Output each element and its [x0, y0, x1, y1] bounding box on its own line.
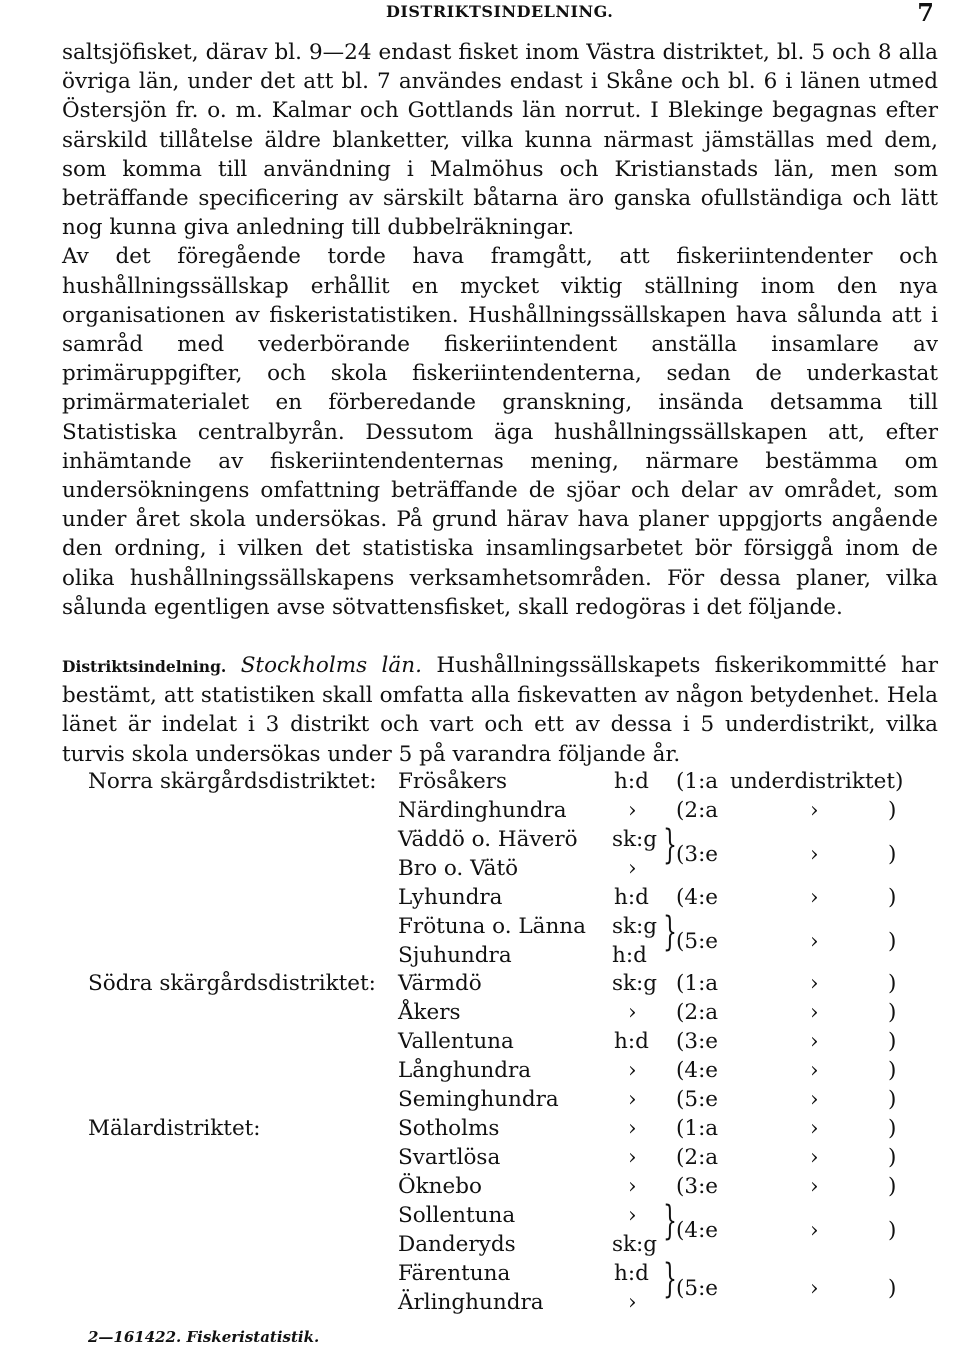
row-sub: (2:a: [676, 1145, 719, 1170]
row-type: ›: [628, 856, 637, 881]
row-type: sk:g: [612, 914, 658, 939]
page-number: 7: [917, 0, 934, 27]
row-close: ): [888, 1000, 897, 1025]
footer-signature: 2—161422. Fiskeristatistik.: [88, 1328, 320, 1346]
row-type: ›: [628, 1116, 637, 1141]
row-sub: (3:e: [676, 842, 719, 867]
district-label-norra: Norra skärgårdsdistriktet:: [88, 769, 377, 794]
row-name: Danderyds: [398, 1232, 516, 1257]
row-name: Frösåkers: [398, 769, 508, 794]
row-type: h:d: [614, 885, 649, 910]
row-close: ): [888, 842, 897, 867]
paragraph-1: saltsjöfisket, därav bl. 9—24 endast fisket inom Västra distriktet, bl. 5 och 8 alla övriga län, under det att bl. 7 användes endast i Skåne och bl. 6 i länen utmed Östersjön fr. o. m. Kalmar och Gottlands län norrut. I Blekinge begagnas efter särskild tillåtelse äldre blanketter, vilka kunna närmast jämställas med dem, som komma till användning i Malmöhus och Kristianstads län, men som beträffande specificering av särskilt båtarna äro ganska ofullständiga och lätt nog kunna giva anledning till dubbelräkningar.: [62, 40, 938, 241]
row-name: Bro o. Vätö: [398, 856, 519, 881]
row-sub: (5:e: [676, 1276, 719, 1301]
brace-icon: }: [663, 1256, 677, 1302]
brace-icon: }: [663, 822, 677, 868]
brace-icon: }: [663, 1198, 677, 1244]
row-close: ): [888, 798, 897, 823]
row-sub: (2:a: [676, 1000, 719, 1025]
row-close: ): [888, 1058, 897, 1083]
row-label: ›: [810, 885, 819, 910]
row-type: ›: [628, 1087, 637, 1112]
row-label: ›: [810, 1029, 819, 1054]
row-sub: (1:a: [676, 971, 719, 996]
row-name: Svartlösa: [398, 1145, 501, 1170]
row-close: ): [888, 971, 897, 996]
district-label-sodra: Södra skärgårdsdistriktet:: [88, 971, 376, 996]
brace-icon: }: [663, 909, 677, 955]
row-label: ›: [810, 1174, 819, 1199]
row-sub: (2:a: [676, 798, 719, 823]
row-label: underdistriktet): [730, 769, 904, 794]
row-type: h:d: [614, 1261, 649, 1286]
section-place: Stockholms län.: [240, 653, 422, 678]
row-type: ›: [628, 798, 637, 823]
row-close: ): [888, 1218, 897, 1243]
row-type: ›: [628, 1203, 637, 1228]
row-close: ): [888, 1087, 897, 1112]
row-close: ): [888, 1029, 897, 1054]
row-name: Ärlinghundra: [398, 1290, 544, 1315]
section-lead: Distriktsindelning.: [62, 657, 227, 676]
row-name: Sollentuna: [398, 1203, 516, 1228]
row-type: ›: [628, 1000, 637, 1025]
row-label: ›: [810, 971, 819, 996]
row-type: h:d: [612, 943, 647, 968]
row-name: Åkers: [398, 1000, 461, 1025]
district-label-malar: Mälardistriktet:: [88, 1116, 261, 1141]
row-close: ): [888, 1145, 897, 1170]
row-type: sk:g: [612, 1232, 658, 1257]
row-name: Färentuna: [398, 1261, 511, 1286]
paragraph-2: Av det föregående torde hava framgått, att fiskeriintendenter och hushållningssällskap erhållit en mycket viktig ställning inom den nya organisationen av fiskeristatistiken. Hushållningssällskapen hava sålunda att i samråd med vederbörande fiskeriintendent anställa insamlare av primäruppgifter, och skola fiskeriintendenterna, sedan de underkastat primärmaterialet en förberedande granskning, insända detsamma till Statistiska centralbyrån. Dessutom äga hushållningssällskapen att, efter inhämtande av fiskeriintendenternas mening, närmare bestämma om undersökningens omfattning beträffande de sjöar och delar av området, som under året skola undersökas. På grund härav hava planer uppgjorts angående den ordning, i vilken det statistiska insamlingsarbetet bör försiggå inom de olika hushållningssällskapens verksamhetsområden. För dessa planer, vilka sålunda egentligen avse sötvattensfisket, skall redogöras i det följande.: [62, 244, 938, 620]
row-label: ›: [810, 798, 819, 823]
row-sub: (3:e: [676, 1174, 719, 1199]
row-sub: (5:e: [676, 929, 719, 954]
row-close: ): [888, 1276, 897, 1301]
row-label: ›: [810, 1276, 819, 1301]
row-type: ›: [628, 1145, 637, 1170]
row-label: ›: [810, 1058, 819, 1083]
row-label: ›: [810, 1000, 819, 1025]
row-sub: (5:e: [676, 1087, 719, 1112]
row-type: ›: [628, 1058, 637, 1083]
row-sub: (4:e: [676, 885, 719, 910]
row-sub: (4:e: [676, 1058, 719, 1083]
row-name: Lyhundra: [398, 885, 503, 910]
row-label: ›: [810, 929, 819, 954]
row-name: Öknebo: [398, 1174, 482, 1199]
row-close: ): [888, 1116, 897, 1141]
row-type: h:d: [614, 1029, 649, 1054]
row-name: Sjuhundra: [398, 943, 512, 968]
row-close: ): [888, 885, 897, 910]
row-type: sk:g: [612, 971, 658, 996]
row-close: ): [888, 929, 897, 954]
row-type: h:d: [614, 769, 649, 794]
row-label: ›: [810, 842, 819, 867]
row-name: Värmdö: [398, 971, 482, 996]
row-name: Väddö o. Häverö: [398, 827, 578, 852]
section-text: Hushållningssällskapets fiskerikommitté har bestämt, att statistiken skall omfatta alla fiskevatten av någon betydenhet. Hela länet är indelat i 3 distrikt och vart och ett av dessa i 5 underdistrikt, vilka turvis skola undersökas under 5 på varandra följande år.: [62, 653, 938, 767]
row-type: ›: [628, 1290, 637, 1315]
row-sub: (1:a: [676, 1116, 719, 1141]
row-sub: (3:e: [676, 1029, 719, 1054]
row-name: Sotholms: [398, 1116, 500, 1141]
row-label: ›: [810, 1116, 819, 1141]
row-name: Frötuna o. Länna: [398, 914, 586, 939]
row-type: ›: [628, 1174, 637, 1199]
row-label: ›: [810, 1218, 819, 1243]
row-name: Seminghundra: [398, 1087, 559, 1112]
row-label: ›: [810, 1087, 819, 1112]
row-name: Långhundra: [398, 1058, 532, 1083]
row-label: ›: [810, 1145, 819, 1170]
row-close: ): [888, 1174, 897, 1199]
row-name: Vallentuna: [398, 1029, 514, 1054]
row-sub: (4:e: [676, 1218, 719, 1243]
running-head: DISTRIKTSINDELNING.: [386, 2, 614, 21]
row-name: Närdinghundra: [398, 798, 567, 823]
row-sub: (1:a: [676, 769, 719, 794]
row-type: sk:g: [612, 827, 658, 852]
